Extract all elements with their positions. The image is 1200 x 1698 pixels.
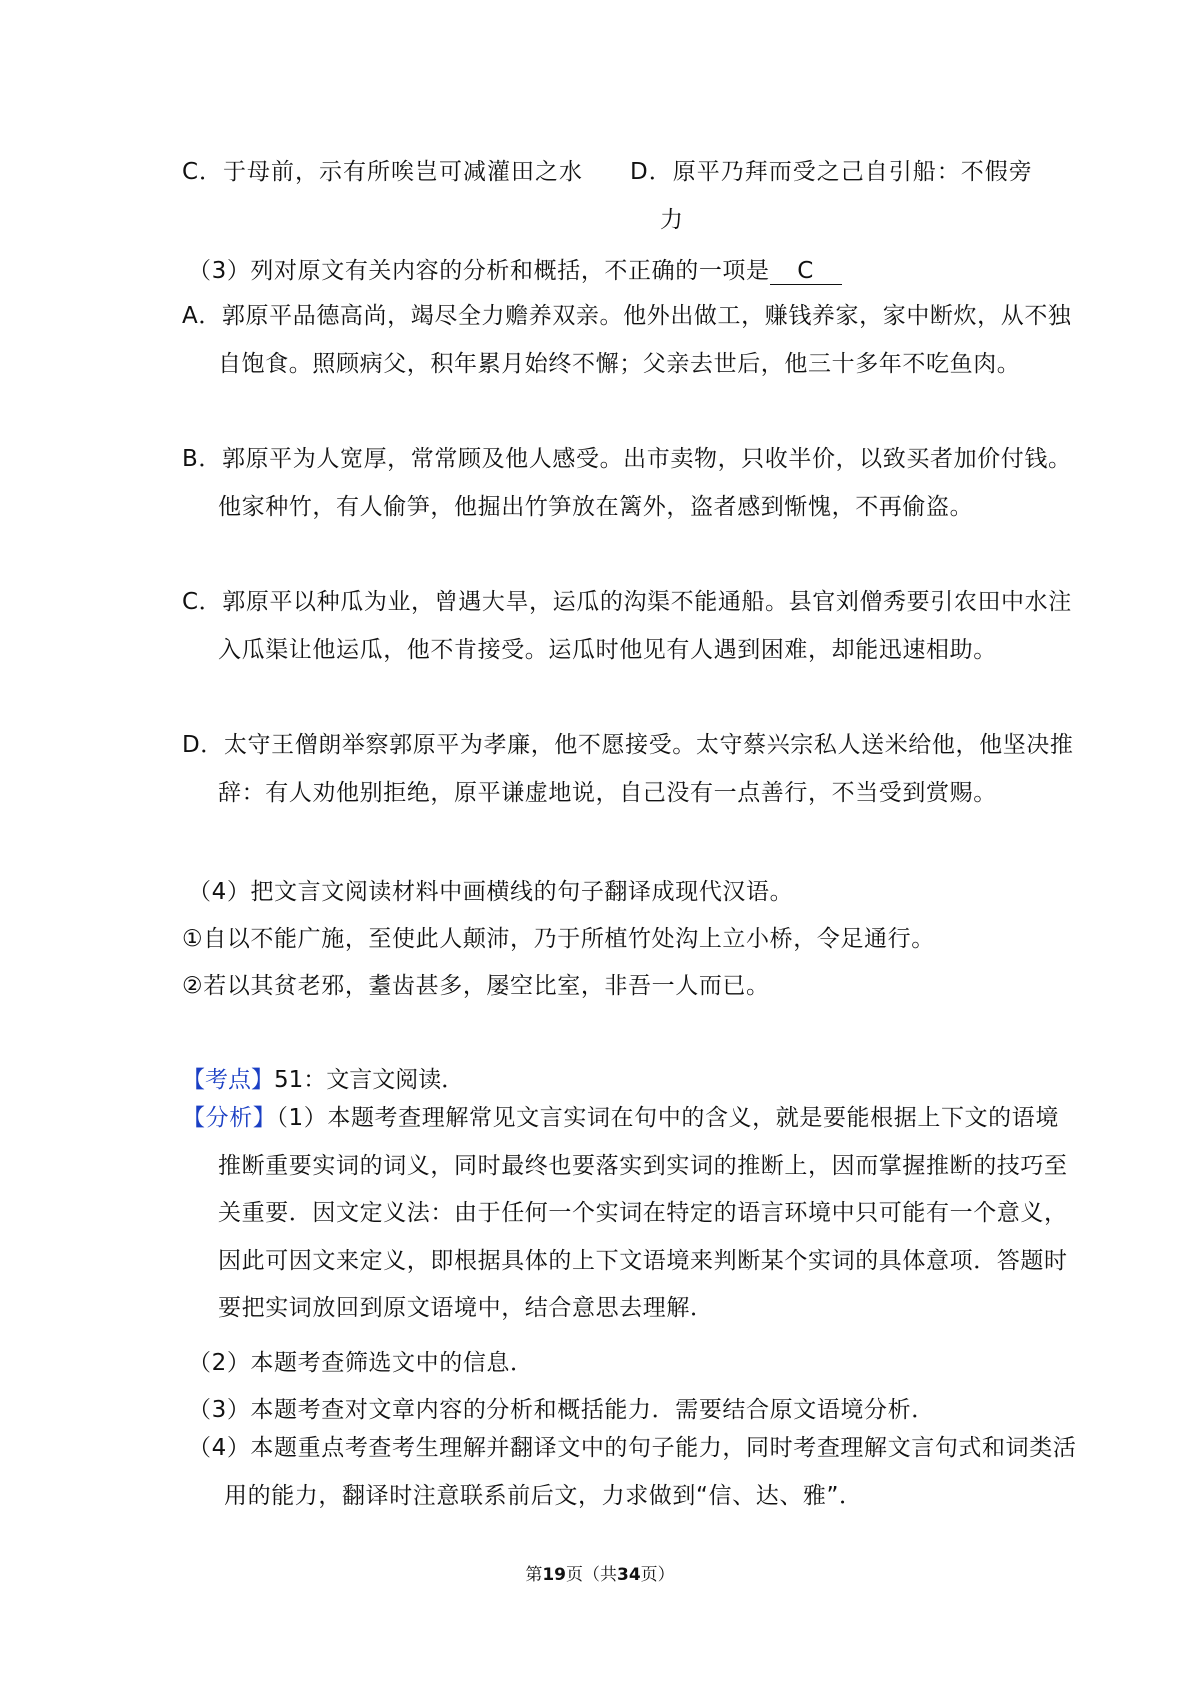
- fenxi-p1-text: （1）本题考查理解常见文言实词在句中的含义，就是要能根据上下文的语境推断重要实词的词义，同时最终也要落实到实词的推断上，因而掌握推断的技巧至关重要．因文定义法：由于任何一个实词在特定的语言环境中只可能有一个意义，因此可因文来定义，即根据具体的上下文语境来判断某个实词的具体意项．答题时要把实词放回到原文语境中，结合意思去理解．: [218, 1105, 1068, 1321]
- q2-option-d: D．原平乃拜而受之己自引船：不假旁: [630, 159, 1033, 185]
- footer-middle: 页（共: [566, 1565, 617, 1585]
- fenxi-tag: 【分析】: [182, 1105, 277, 1131]
- q3-option-a: A．郭原平品德高尚，竭尽全力赡养双亲。他外出做工，赚钱养家，家中断炊，从不独自饱食。照顾病父，积年累月始终不懈；父亲去世后，他三十多年不吃鱼肉。: [182, 303, 1072, 377]
- footer-total-pages: 34: [617, 1565, 641, 1585]
- footer-prefix: 第: [525, 1565, 543, 1585]
- fenxi-paragraph-3: （3）本题考查对文章内容的分析和概括能力．需要结合原文语境分析．: [188, 1397, 935, 1423]
- q2-option-d-continued: 力: [660, 207, 683, 233]
- q3-option-d: D．太守王僧朗举察郭原平为孝廉，他不愿接受。太守蔡兴宗私人送米给他，他坚决推辞：有人劝他别拒绝，原平谦虚地说，自己没有一点善行，不当受到赏赐。: [182, 732, 1074, 806]
- q4-sentence-2: ②若以其贫老邪，耋齿甚多，屡空比室，非吾一人而已。: [182, 973, 770, 999]
- kaodian-line: [182, 1065, 464, 1095]
- footer-page-number: 19: [542, 1565, 566, 1585]
- page-footer: [0, 1560, 1200, 1585]
- q3-option-c: C．郭原平以种瓜为业，曾遇大旱，运瓜的沟渠不能通船。县官刘僧秀要引农田中水注入瓜渠让他运瓜，他不肯接受。运瓜时他见有人遇到困难，却能迅速相助。: [182, 589, 1072, 663]
- fenxi-paragraph-4: （4）本题重点考查考生理解并翻译文中的句子能力，同时考查理解文言句式和词类活用的能力，翻译时注意联系前后文，力求做到“信、达、雅”．: [188, 1435, 1077, 1509]
- fenxi-paragraph-2: （2）本题考查筛选文中的信息．: [188, 1350, 534, 1376]
- footer-suffix: 页）: [640, 1565, 675, 1585]
- q4-sentence-1: ①自以不能广施，至使此人颠沛，乃于所植竹处沟上立小桥，令足通行。: [182, 926, 935, 952]
- q3-stem: [188, 256, 842, 286]
- q4-stem: （4）把文言文阅读材料中画横线的句子翻译成现代汉语。: [188, 879, 794, 905]
- kaodian-tag: 【考点】: [182, 1067, 274, 1093]
- fenxi-paragraph-1: [182, 1095, 1078, 1333]
- q3-option-b: B．郭原平为人宽厚，常常顾及他人感受。出市卖物，只收半价，以致买者加价付钱。他家种竹，有人偷笋，他掘出竹笋放在篱外，盗者感到惭愧，不再偷盗。: [182, 446, 1072, 520]
- q3-stem-text: （3）列对原文有关内容的分析和概括，不正确的一项是: [188, 258, 770, 284]
- q3-answer: C: [770, 258, 842, 285]
- q2-option-c: C．于母前，示有所唉岂可减灌田之水: [182, 159, 584, 185]
- kaodian-text: 51：文言文阅读．: [274, 1067, 465, 1093]
